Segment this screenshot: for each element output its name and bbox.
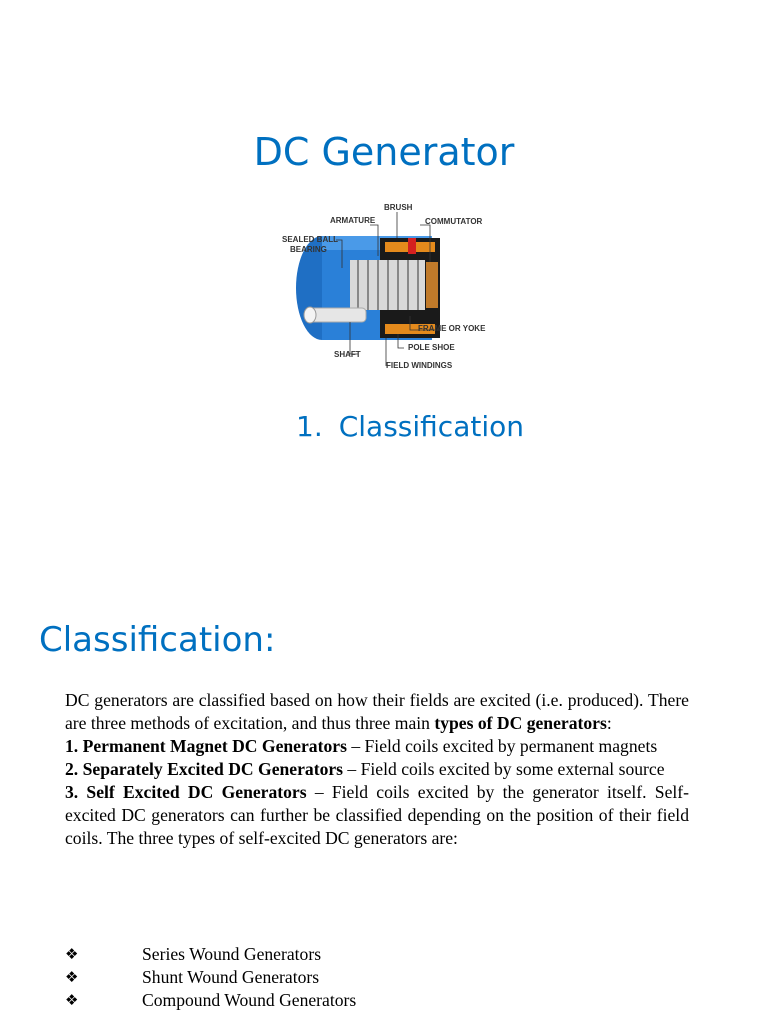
label-sealed-ball: SEALED BALL [282, 235, 338, 244]
toc-label: Classification [338, 410, 524, 443]
label-bearing: BEARING [290, 245, 327, 254]
list-item: ❖ Shunt Wound Generators [65, 967, 320, 987]
bullet-icon: ❖ [65, 968, 79, 986]
intro-bold: types of DC generators [434, 713, 607, 733]
self-excited-types-list [65, 943, 356, 1012]
page-title: DC Generator [253, 130, 515, 174]
label-pole-shoe: POLE SHOE [408, 343, 455, 352]
label-frame: FRAME OR YOKE [418, 324, 486, 333]
type-permanent-magnet: 1. Permanent Magnet DC Generators – Field coils excited by permanent magnets [65, 736, 658, 756]
bullet-icon: ❖ [65, 991, 79, 1009]
label-commutator: COMMUTATOR [425, 217, 483, 226]
list-item: ❖ Compound Wound Generators [65, 990, 357, 1010]
section-heading: Classification: [39, 620, 276, 660]
label-shaft: SHAFT [334, 350, 361, 359]
bullet-icon: ❖ [65, 945, 79, 963]
dc-generator-diagram [270, 198, 492, 376]
label-brush: BRUSH [384, 203, 413, 212]
toc-item-classification[interactable] [296, 410, 524, 443]
toc-number: 1. [296, 410, 323, 443]
intro-paragraph: DC generators are classified based on how their fields are excited (i.e. produced). There are three methods of excitation, and thus three main types of DC generators: [65, 690, 689, 733]
classification-body [65, 689, 689, 850]
label-field-windings: FIELD WINDINGS [386, 361, 453, 370]
type-self-excited: 3. Self Excited DC Generators – Field coils excited by the generator itself. Self-excited DC generators can further be classified depending on the position of their field coils. The three types of self-excited DC generators are: [65, 782, 689, 848]
type-separately-excited: 2. Separately Excited DC Generators – Field coils excited by some external source [65, 759, 665, 779]
label-armature: ARMATURE [330, 216, 376, 225]
list-item: ❖ Series Wound Generators [65, 944, 322, 964]
